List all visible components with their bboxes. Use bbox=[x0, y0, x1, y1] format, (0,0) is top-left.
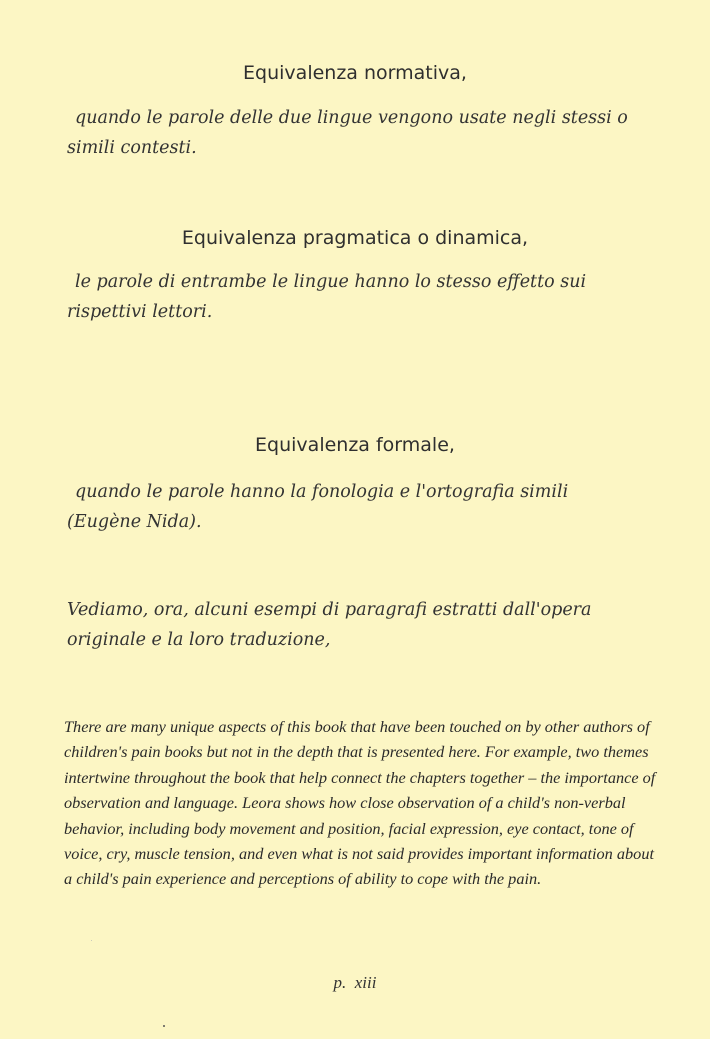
print-speck bbox=[91, 940, 92, 941]
heading-normative-equivalence: Equivalenza normativa, bbox=[243, 62, 467, 84]
heading-pragmatic-equivalence: Equivalenza pragmatica o dinamica, bbox=[181, 227, 529, 249]
paragraph-formal-equivalence: quando le parole hanno la fonologia e l'ortografia simili (Eugène Nida). bbox=[67, 482, 569, 532]
print-speck bbox=[163, 1025, 165, 1027]
page-number: p. xiii bbox=[333, 973, 377, 992]
english-quote-paragraph: There are many unique aspects of this book that have been touched on by other authors of children's pain books but not in the depth that is presented here. For example, two themes intertwine throughout the book that help connect the chapters together – the importance of observation and language. Leora shows how close observation of a child's non-verbal behavior, including body movement and position, facial expression, eye contact, tone of voice, cry, muscle tension, and even what is not said provides important information about a child's pain experience and perceptions of ability to cope with the pain. bbox=[64, 717, 656, 889]
paragraph-normative-equivalence: quando le parole delle due lingue vengono usate negli stessi o simili contesti. bbox=[67, 108, 628, 158]
intro-paragraph: Vediamo, ora, alcuni esempi di paragrafi estratti dall'opera originale e la loro traduzione, bbox=[67, 600, 592, 650]
heading-formal-equivalence: Equivalenza formale, bbox=[255, 434, 455, 456]
paragraph-pragmatic-equivalence: le parole di entrambe le lingue hanno lo stesso effetto sui rispettivi lettori. bbox=[67, 272, 587, 322]
